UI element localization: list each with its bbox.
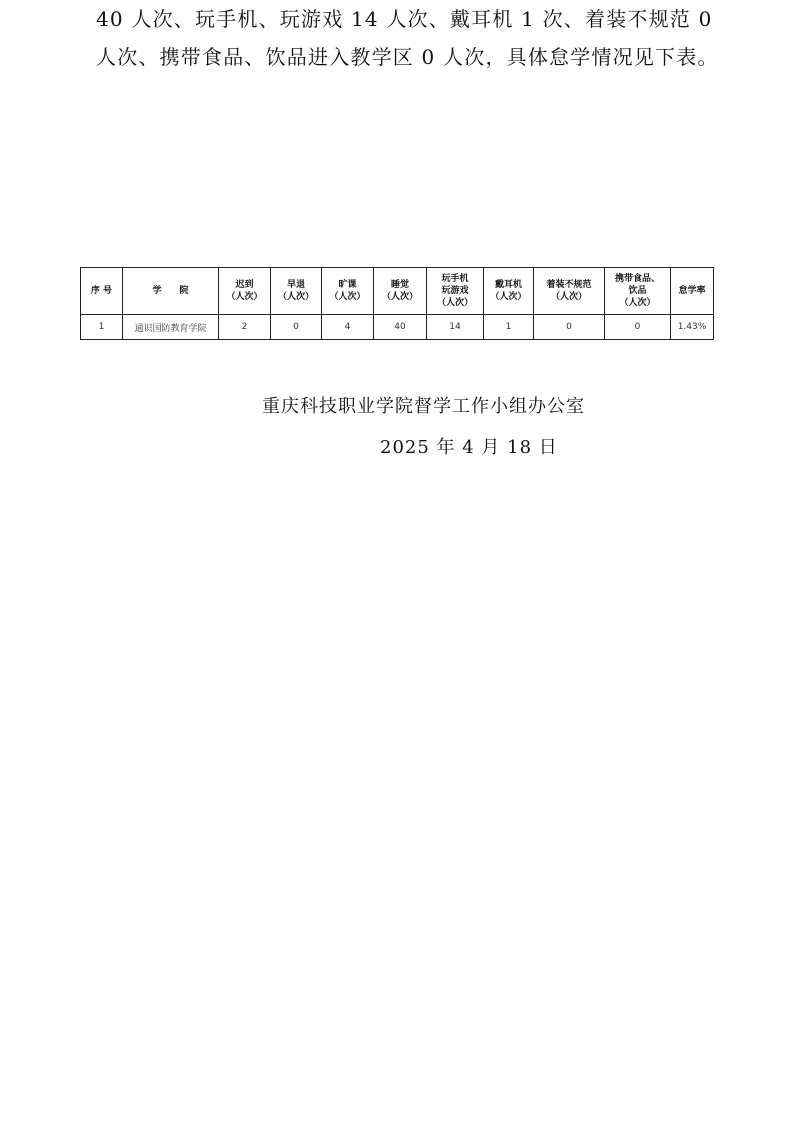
header-college: 学 院 xyxy=(123,268,219,315)
header-sleeping: 睡觉 （人次） xyxy=(374,268,427,315)
header-phone-games: 玩手机 玩游戏 （人次） xyxy=(427,268,484,315)
header-absent: 旷课 （人次） xyxy=(322,268,374,315)
header-food-drinks: 携带食品、 饮品 （人次） xyxy=(605,268,671,315)
header-earphones: 戴耳机 （人次） xyxy=(484,268,534,315)
header-seq: 序 号 xyxy=(81,268,123,315)
paragraph-line-2: 人次、携带食品、饮品进入教学区 0 人次，具体怠学情况见下表。 xyxy=(96,45,719,69)
cell-sleeping: 40 xyxy=(374,315,427,340)
table-row xyxy=(81,315,714,340)
cell-absent: 4 xyxy=(322,315,374,340)
body-paragraph xyxy=(96,0,719,76)
cell-food-drinks: 0 xyxy=(605,315,671,340)
table-header-row xyxy=(81,268,714,315)
paragraph-line-1: 40 人次、玩手机、玩游戏 14 人次、戴耳机 1 次、着装不规范 0 xyxy=(96,7,713,31)
cell-late: 2 xyxy=(219,315,271,340)
cell-rate: 1.43% xyxy=(671,315,714,340)
cell-early-leave: 0 xyxy=(271,315,322,340)
header-dress-code: 着装不规范 （人次） xyxy=(534,268,605,315)
header-late: 迟到 （人次） xyxy=(219,268,271,315)
signature-organization: 重庆科技职业学院督学工作小组办公室 xyxy=(262,396,585,417)
header-early-leave: 早退 （人次） xyxy=(271,268,322,315)
cell-phone-games: 14 xyxy=(427,315,484,340)
cell-seq: 1 xyxy=(81,315,123,340)
cell-earphones: 1 xyxy=(484,315,534,340)
signature-date: 2025 年 4 月 18 日 xyxy=(380,437,558,458)
absenteeism-table xyxy=(80,267,714,340)
header-rate: 怠学率 xyxy=(671,268,714,315)
cell-dress-code: 0 xyxy=(534,315,605,340)
cell-college: 通识国防教育学院 xyxy=(123,315,219,340)
